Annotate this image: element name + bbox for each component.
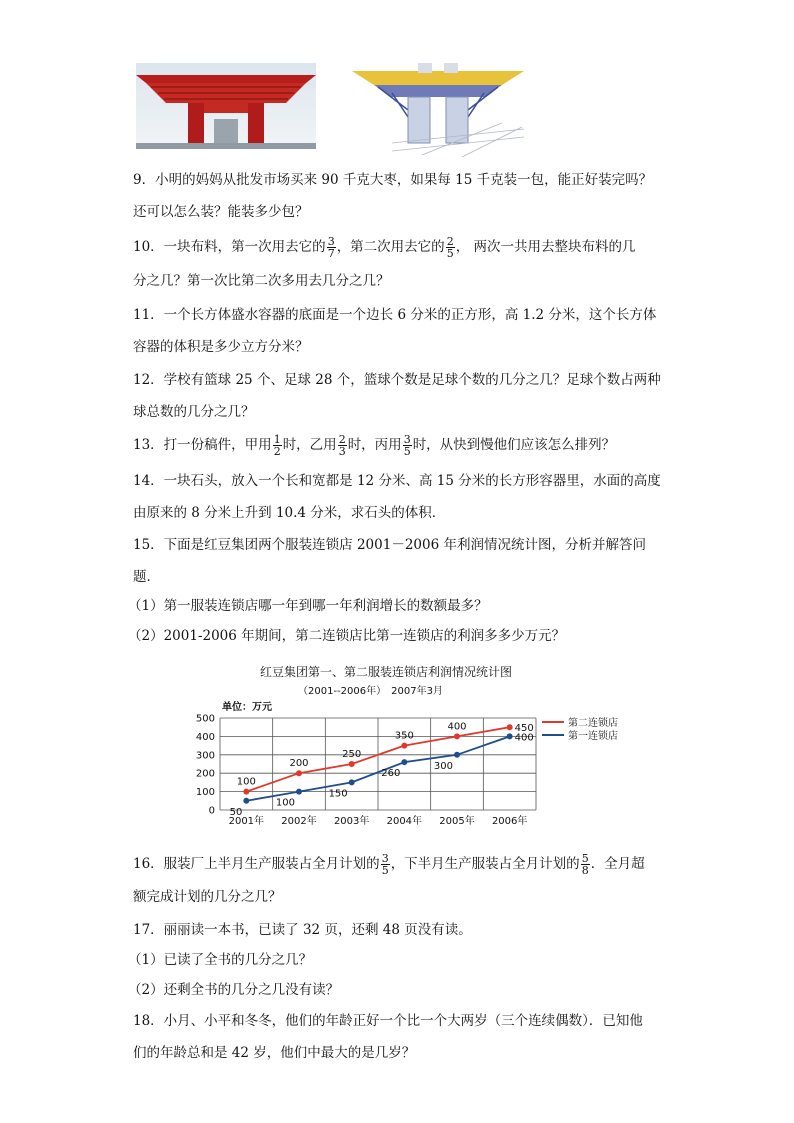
fraction [446,236,455,259]
question-17-line-1: 17．丽丽读一本书，已读了 32 页，还剩 48 页没有读。 [133,922,472,938]
x-tick-label: 2006年 [491,816,528,827]
fraction-denominator: 5 [381,864,389,877]
fraction-numerator: 5 [581,852,589,865]
profit-line-chart [190,660,660,832]
question-13-text-d: 时，从快到慢他们应该怎么排列？ [412,437,616,453]
data-point [349,779,355,785]
question-18-line-1: 18．小月、小平和冬冬，他们的年龄正好一个比一个大两岁（三个连续偶数）．已知他 [133,1013,643,1029]
question-16-text-b: ，下半月生产服装占全月计划的 [390,856,580,872]
question-12-line-1: 12．学校有篮球 25 个、足球 28 个，篮球个数是足球个数的几分之几？足球个数占两种 [133,372,661,388]
x-tick-label: 2001年 [228,816,265,827]
y-tick-label: 0 [208,805,215,817]
question-12-line-2: 球总数的几分之几？ [133,404,255,420]
fraction-denominator: 2 [273,445,281,458]
data-point [243,789,249,795]
fraction-numerator: 3 [381,852,389,865]
data-point [296,770,302,776]
fraction-denominator: 5 [446,247,454,260]
chart-title: 红豆集团第一、第二服装连锁店利润情况统计图 [260,665,513,679]
question-14-line-2: 由原来的 8 分米上升到 10.4 分米，求石头的体积． [133,505,446,521]
x-tick-label: 2003年 [333,816,370,827]
fraction [327,236,336,259]
question-13-text-c: 时，丙用 [347,437,402,453]
question-10-text-a: 10．一块布料，第一次用去它的 [133,239,326,255]
data-point [243,798,249,804]
question-15-line-2: 题． [133,569,160,585]
question-10-text-b: ，第二次用去它的 [336,239,445,255]
data-label: 200 [289,758,309,770]
y-tick-label: 200 [195,768,215,780]
fraction-numerator: 3 [327,235,335,248]
fraction-numerator: 2 [338,433,346,446]
fraction-numerator: 3 [403,433,411,446]
question-10-text-c: ， 两次一共用去整块布料的几 [455,239,636,255]
fraction-numerator: 1 [273,433,281,446]
question-14-line-1: 14．一块石头，放入一个长和宽都是 12 分米、高 15 分米的长方形容器里，水面的高度 [133,473,661,489]
question-9-line-1: 9．小明的妈妈从批发市场买来 90 千克大枣，如果每 15 千克装一包，能正好装完吗？ [133,172,653,188]
data-label: 350 [394,730,414,742]
chart-series [230,721,534,817]
question-10-line-2: 分之几？第一次比第二次多用去几分之几？ [133,273,390,289]
data-label: 100 [236,776,256,788]
question-15-line-1: 15．下面是红豆集团两个服装连锁店 2001－2006 年利润情况统计图，分析并解答问 [133,537,646,553]
data-label: 50 [229,806,243,818]
question-9-line-2: 还可以怎么装？能装多少包？ [133,204,309,220]
data-label: 100 [275,797,295,809]
question-11-line-1: 11．一个长方体盛水容器的底面是一个边长 6 分米的正方形，高 1.2 分米，这个长方体 [133,307,657,323]
legend-label: 第一连锁店 [568,731,618,742]
fraction [338,434,347,457]
data-point [349,761,355,767]
question-17-sub-1: （1）已读了全书的几分之几？ [128,952,313,968]
data-label: 150 [328,788,348,800]
fraction-denominator: 7 [327,247,335,260]
question-13-text-b: 时，乙用 [282,437,337,453]
fraction-denominator: 3 [338,445,346,458]
pavilion-photo [136,63,316,149]
x-tick-label: 2004年 [386,816,423,827]
data-label: 260 [381,768,401,780]
question-13-text-a: 13．打一份稿件，甲用 [133,437,272,453]
data-point [296,789,302,795]
fraction [403,434,412,457]
question-15-sub-2: （2）2001-2006 年期间，第二连锁店比第一连锁店的利润多多少万元？ [128,628,566,644]
question-15-sub-1: （1）第一服装连锁店哪一年到哪一年利润增长的数额最多？ [128,598,488,614]
chart-legend [542,716,618,742]
data-label: 400 [514,732,534,744]
question-16-text-a: 16．服装厂上半月生产服装占全月计划的 [133,856,380,872]
fraction [581,853,590,876]
question-10-line-1 [133,236,663,259]
fraction-numerator: 2 [446,235,454,248]
data-point [454,752,460,758]
question-17-sub-2: （2）还剩全书的几分之几没有读？ [128,982,340,998]
question-18-line-2: 们的年龄总和是 42 岁，他们中最大的是几岁？ [133,1045,416,1061]
legend-label: 第二连锁店 [568,718,618,729]
y-tick-label: 500 [195,713,215,725]
data-point [507,724,513,730]
data-point [401,743,407,749]
data-label: 450 [514,723,534,735]
question-16-line-2: 额完成计划的几分之几？ [133,889,282,905]
pavilion-structure-image [352,63,524,157]
question-13 [133,434,663,457]
y-tick-label: 100 [195,787,215,799]
data-label: 400 [447,721,467,733]
fraction [381,853,390,876]
question-16-line-1 [133,853,663,876]
fraction [273,434,282,457]
y-tick-label: 400 [195,731,215,743]
data-point [454,733,460,739]
question-11-line-2: 容器的体积是多少立方分米？ [133,339,309,355]
data-point [401,759,407,765]
data-label: 300 [433,760,453,772]
chart-subtitle: （2001--2006年） 2007年3月 [298,686,443,697]
data-point [507,733,513,739]
y-tick-label: 300 [195,750,215,762]
chart-unit-label: 单位：万元 [222,702,272,713]
x-tick-label: 2002年 [281,816,317,827]
fraction-denominator: 8 [581,864,589,877]
question-16-text-c: ．全月超 [590,856,645,872]
chart-grid [220,718,536,810]
x-tick-label: 2005年 [439,816,475,827]
data-label: 250 [342,749,362,760]
fraction-denominator: 5 [403,445,411,458]
